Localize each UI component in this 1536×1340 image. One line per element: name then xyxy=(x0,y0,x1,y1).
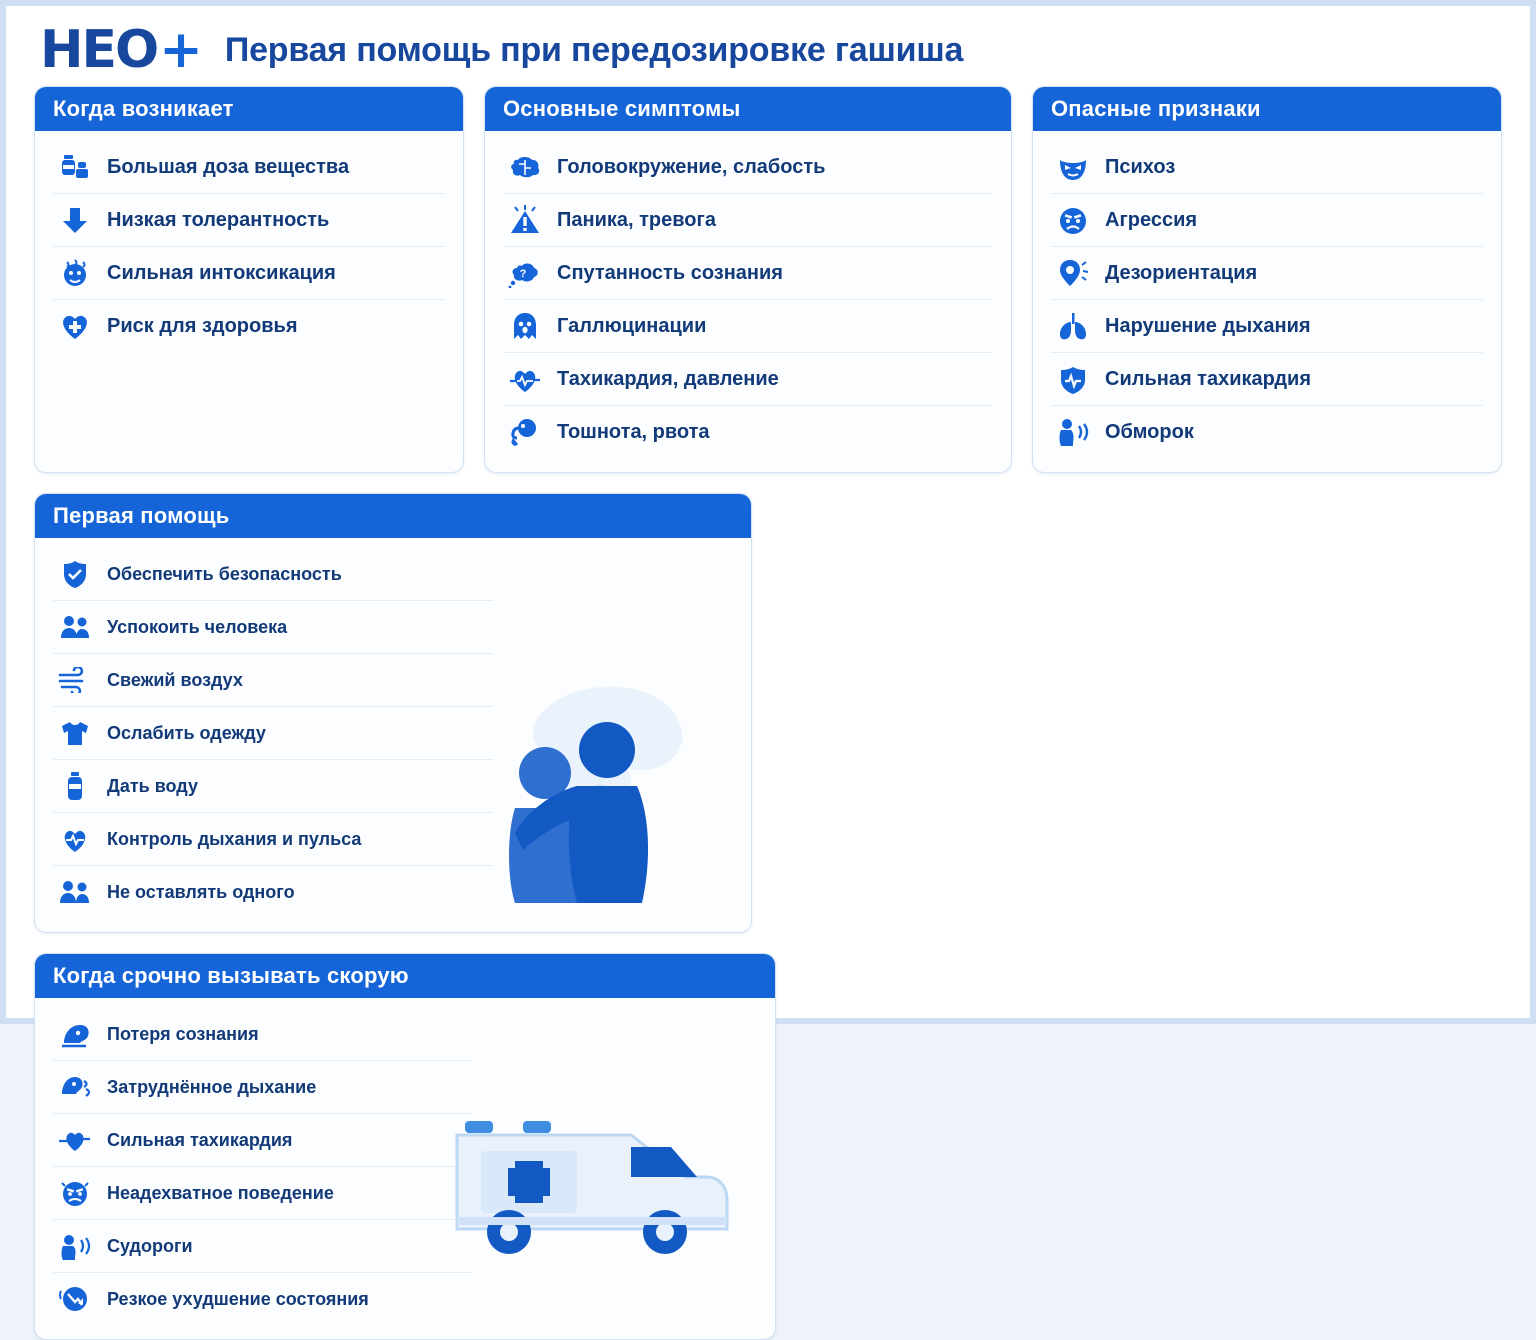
list-item-label: Большая доза вещества xyxy=(107,155,350,178)
water-bottle-icon xyxy=(55,768,95,804)
list-item-label: Тахикардия, давление xyxy=(557,367,779,390)
list-item-label: Галлюцинации xyxy=(557,314,707,337)
lungs-icon xyxy=(1053,308,1093,344)
svg-text:?: ? xyxy=(519,268,527,280)
down-arrow-icon xyxy=(55,202,95,238)
list-item-label: Затруднённое дыхание xyxy=(107,1076,317,1097)
list-item[interactable] xyxy=(53,300,445,352)
list-item-label: Свежий воздух xyxy=(107,669,243,690)
list-item[interactable] xyxy=(503,300,993,353)
angry-face-icon xyxy=(55,1175,95,1211)
list-item-label: Головокружение, слабость xyxy=(557,155,826,178)
down-trend-circle-icon xyxy=(55,1281,95,1317)
card-call-ambulance-body xyxy=(35,998,491,1339)
ghost-icon xyxy=(505,308,545,344)
list-item-label: Спутанность сознания xyxy=(557,261,783,284)
card-main-symptoms xyxy=(484,86,1012,473)
card-first-aid-title: Первая помощь xyxy=(35,494,751,538)
list-item[interactable] xyxy=(53,1114,473,1167)
card-call-ambulance xyxy=(34,953,776,1340)
list-item[interactable] xyxy=(53,141,445,194)
list-item[interactable] xyxy=(1051,194,1483,247)
heart-cross-icon xyxy=(55,308,95,344)
warning-triangle-icon xyxy=(505,202,545,238)
card-when-occurs-title: Когда возникает xyxy=(35,87,463,131)
heart-shield-pulse-icon xyxy=(1053,361,1093,397)
list-item[interactable] xyxy=(53,1061,473,1114)
list-item[interactable] xyxy=(53,813,493,866)
list-item-label: Дать воду xyxy=(107,775,198,796)
vomit-icon xyxy=(505,414,545,450)
list-item[interactable] xyxy=(1051,300,1483,353)
list-item[interactable] xyxy=(53,654,493,707)
card-call-ambulance-title: Когда срочно вызывать скорую xyxy=(35,954,775,998)
list-item[interactable] xyxy=(503,141,993,194)
card-when-occurs-body xyxy=(35,131,463,366)
list-item[interactable] xyxy=(1051,406,1483,458)
list-item-label: Обеспечить безопасность xyxy=(107,563,342,584)
list-item[interactable] xyxy=(53,1167,473,1220)
list-item[interactable] xyxy=(53,760,493,813)
heart-pulse-shield-icon xyxy=(55,821,95,857)
fainting-person-icon xyxy=(1053,414,1093,450)
card-when-occurs xyxy=(34,86,464,473)
list-item[interactable] xyxy=(503,194,993,247)
list-item[interactable] xyxy=(53,707,493,760)
list-item[interactable] xyxy=(53,601,493,654)
list-item-label: Неадехватное поведение xyxy=(107,1182,334,1203)
card-danger-signs xyxy=(1032,86,1502,473)
list-item[interactable] xyxy=(53,1273,473,1325)
bottle-dose-icon xyxy=(55,149,95,185)
list-item-label: Риск для здоровья xyxy=(107,314,298,337)
two-people-icon xyxy=(55,609,95,645)
page-header xyxy=(6,6,1530,86)
breathing-difficulty-icon xyxy=(55,1069,95,1105)
cards-board xyxy=(6,86,1530,1340)
card-main-symptoms-title: Основные симптомы xyxy=(485,87,1011,131)
list-item[interactable] xyxy=(503,247,993,300)
heart-pulse-icon xyxy=(505,361,545,397)
brand-logo xyxy=(40,20,201,80)
list-item-label: Психоз xyxy=(1105,155,1176,178)
brain-icon xyxy=(505,149,545,185)
card-danger-signs-title: Опасные признаки xyxy=(1033,87,1501,131)
list-item-label: Низкая толерантность xyxy=(107,208,330,231)
card-first-aid-body xyxy=(35,538,511,932)
list-item-label: Сильная интоксикация xyxy=(107,261,336,284)
list-item-label: Успокоить человека xyxy=(107,616,288,637)
list-item-label: Сильная тахикардия xyxy=(1105,367,1312,390)
list-item-label: Потеря сознания xyxy=(107,1023,259,1044)
list-item-label: Резкое ухудшение состояния xyxy=(107,1288,369,1309)
list-item-label: Агрессия xyxy=(1105,208,1198,231)
card-main-symptoms-body xyxy=(485,131,1011,472)
list-item-label: Паника, тревога xyxy=(557,208,716,231)
list-item-label: Судороги xyxy=(107,1235,193,1256)
list-item-label: Не оставлять одного xyxy=(107,881,295,902)
list-item[interactable] xyxy=(1051,353,1483,406)
list-item-label: Нарушение дыхания xyxy=(1105,314,1311,337)
list-item[interactable] xyxy=(53,1008,473,1061)
dizzy-face-icon xyxy=(55,255,95,291)
list-item[interactable] xyxy=(53,247,445,300)
list-item[interactable] xyxy=(53,1220,473,1273)
seizure-person-icon xyxy=(55,1228,95,1264)
tshirt-icon xyxy=(55,715,95,751)
list-item[interactable] xyxy=(53,194,445,247)
list-item-label: Обморок xyxy=(1105,420,1194,443)
evil-face-icon xyxy=(1053,149,1093,185)
list-item[interactable] xyxy=(53,866,493,918)
card-first-aid xyxy=(34,493,752,933)
list-item-label: Контроль дыхания и пульса xyxy=(107,828,362,849)
card-danger-signs-body xyxy=(1033,131,1501,472)
brand-logo-text: HEO xyxy=(40,20,158,80)
list-item[interactable] xyxy=(503,406,993,458)
angry-face-icon xyxy=(1053,202,1093,238)
list-item-label: Тошнота, рвота xyxy=(557,420,710,443)
list-item-label: Дезориентация xyxy=(1105,261,1258,284)
unconscious-head-icon xyxy=(55,1016,95,1052)
heartbeat-line-icon xyxy=(55,1122,95,1158)
brand-logo-plus: + xyxy=(159,20,201,80)
list-item-label: Ослабить одежду xyxy=(107,722,266,743)
list-item[interactable] xyxy=(1051,247,1483,300)
list-item[interactable] xyxy=(1051,141,1483,194)
people-together-icon xyxy=(55,874,95,910)
list-item[interactable] xyxy=(503,353,993,406)
shield-check-icon xyxy=(55,556,95,592)
list-item[interactable] xyxy=(53,548,493,601)
location-dizzy-icon xyxy=(1053,255,1093,291)
wind-icon xyxy=(55,662,95,698)
thought-question-icon xyxy=(505,255,545,291)
list-item-label: Сильная тахикардия xyxy=(107,1129,293,1150)
page-title: Первая помощь при передозировке гашиша xyxy=(224,30,964,69)
